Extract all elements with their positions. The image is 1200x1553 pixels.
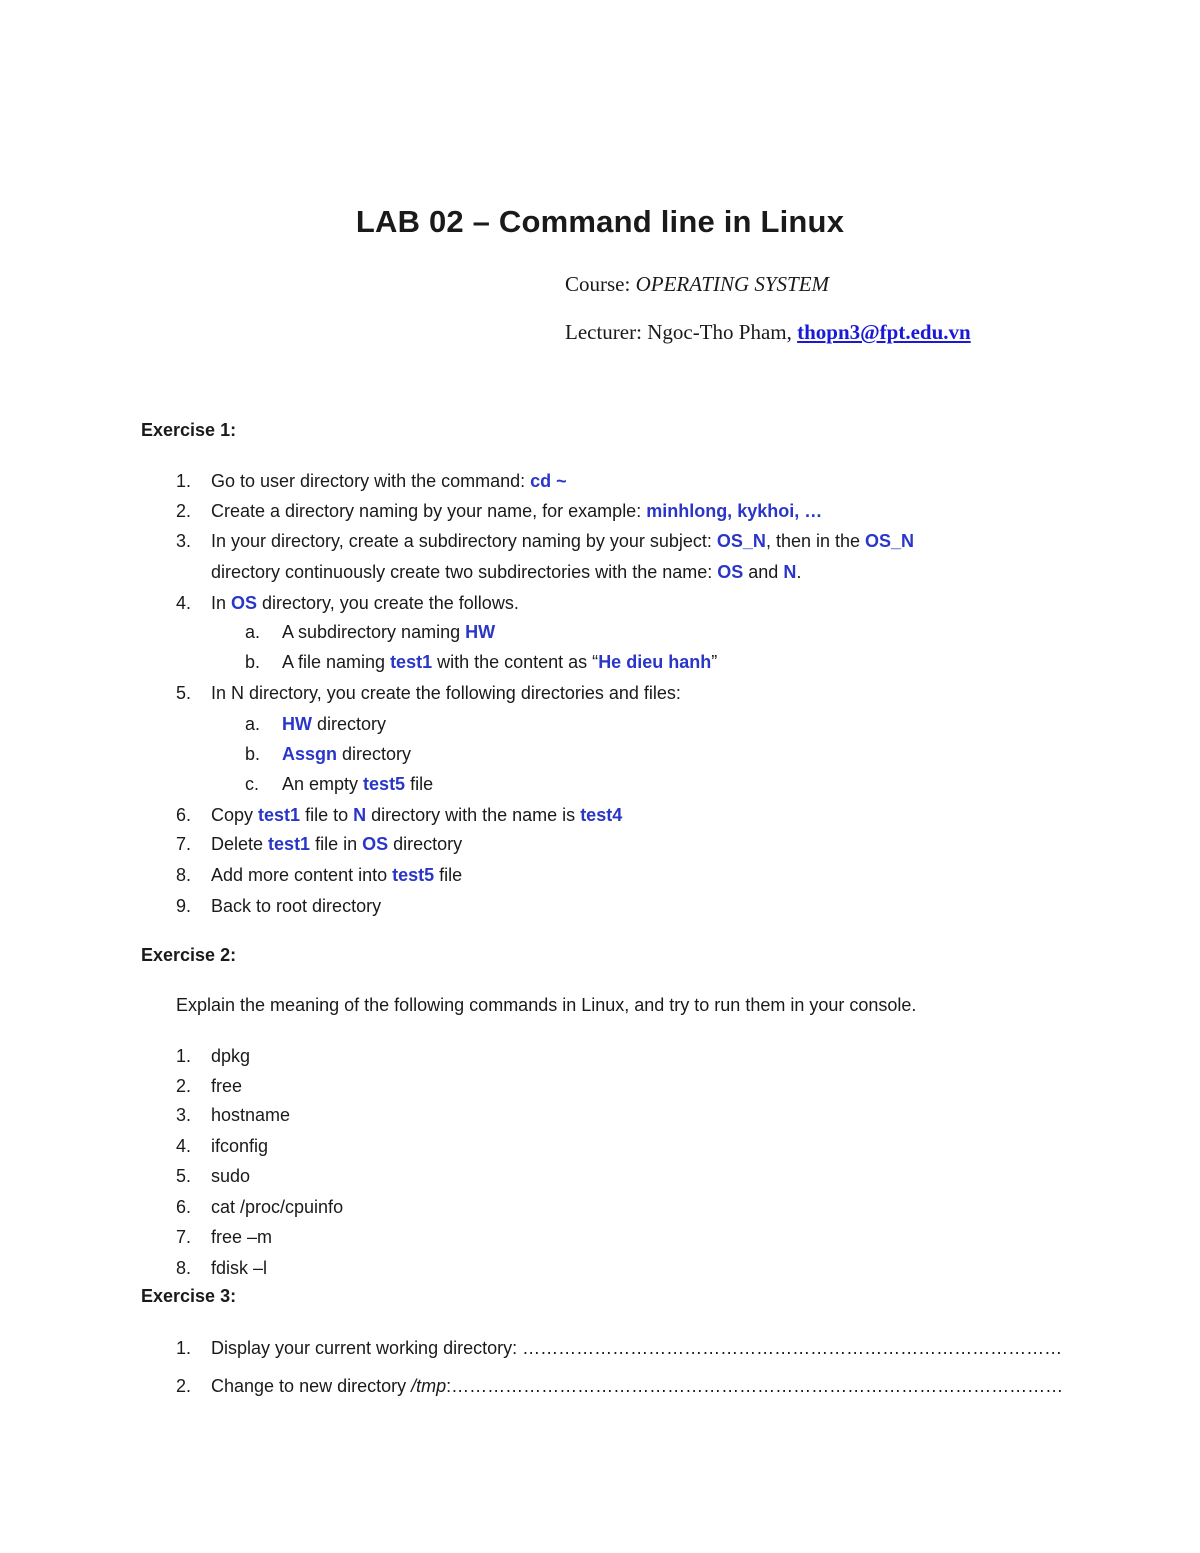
list-number: 7. bbox=[176, 1227, 192, 1247]
list-number: 2. bbox=[176, 1376, 192, 1396]
command-item: sudo bbox=[211, 1166, 251, 1186]
list-number: 6. bbox=[176, 1197, 192, 1217]
lecturer-label: Lecturer: bbox=[565, 320, 642, 344]
sub-list-item: Assgn directory bbox=[282, 744, 412, 764]
fill-in-item: Change to new directory /tmp:………………………………………………………………………………………… bbox=[211, 1376, 1064, 1396]
list-item: In your directory, create a subdirectory naming by your subject: OS_N, then in the OS_N bbox=[211, 531, 915, 551]
sub-list-letter: b. bbox=[245, 744, 261, 764]
list-number: 8. bbox=[176, 1258, 192, 1278]
command-item: dpkg bbox=[211, 1046, 251, 1066]
sub-list-letter: a. bbox=[245, 622, 261, 642]
sub-list-letter: c. bbox=[245, 774, 260, 794]
fill-in-item: Display your current working directory: ……………………………………………………………………………… bbox=[211, 1338, 1063, 1358]
list-item: Delete test1 file in OS directory bbox=[211, 834, 463, 854]
command-item: free bbox=[211, 1076, 243, 1096]
sub-list-item: A subdirectory naming HW bbox=[282, 622, 496, 642]
list-item: Back to root directory bbox=[211, 896, 382, 916]
lecturer-name: Ngoc-Tho Pham, bbox=[647, 320, 792, 344]
exercise-2-heading: Exercise 2: bbox=[141, 945, 237, 965]
course-line bbox=[565, 272, 829, 297]
list-item: Go to user directory with the command: cd ~ bbox=[211, 471, 567, 491]
lecturer-email-link[interactable]: thopn3@fpt.edu.vn bbox=[797, 320, 971, 344]
list-number: 1. bbox=[176, 1338, 192, 1358]
sub-list-letter: a. bbox=[245, 714, 261, 734]
list-item: Copy test1 file to N directory with the name is test4 bbox=[211, 805, 623, 825]
list-number: 5. bbox=[176, 1166, 192, 1186]
list-number: 4. bbox=[176, 1136, 192, 1156]
list-number: 1. bbox=[176, 471, 192, 491]
sub-list-letter: b. bbox=[245, 652, 261, 672]
list-number: 7. bbox=[176, 834, 192, 854]
exercise-1-heading: Exercise 1: bbox=[141, 420, 237, 440]
list-number: 6. bbox=[176, 805, 192, 825]
list-number: 5. bbox=[176, 683, 192, 703]
sub-list-item: An empty test5 file bbox=[282, 774, 434, 794]
list-number: 2. bbox=[176, 1076, 192, 1096]
command-item: ifconfig bbox=[211, 1136, 269, 1156]
list-number: 3. bbox=[176, 1105, 192, 1125]
list-number: 8. bbox=[176, 865, 192, 885]
list-item: Create a directory naming by your name, for example: minhlong, kykhoi, … bbox=[211, 501, 823, 521]
list-item: In N directory, you create the following directories and files: bbox=[211, 683, 681, 703]
list-item-continuation: directory continuously create two subdirectories with the name: OS and N. bbox=[211, 562, 802, 582]
command-item: hostname bbox=[211, 1105, 291, 1125]
sub-list-item: A file naming test1 with the content as “He dieu hanh” bbox=[282, 652, 718, 672]
course-value: OPERATING SYSTEM bbox=[635, 272, 830, 296]
lecturer-line bbox=[565, 320, 971, 345]
page-title: LAB 02 – Command line in Linux bbox=[355, 204, 845, 239]
list-number: 4. bbox=[176, 593, 192, 613]
command-item: free –m bbox=[211, 1227, 273, 1247]
exercise-3-heading: Exercise 3: bbox=[141, 1286, 237, 1306]
command-item: cat /proc/cpuinfo bbox=[211, 1197, 344, 1217]
command-item: fdisk –l bbox=[211, 1258, 268, 1278]
course-label: Course: bbox=[565, 272, 631, 296]
exercise-2-intro: Explain the meaning of the following commands in Linux, and try to run them in your console. bbox=[176, 995, 917, 1015]
answer-blank: ……………………………………………………………………………… bbox=[522, 1338, 1063, 1358]
list-item: In OS directory, you create the follows. bbox=[211, 593, 519, 613]
list-number: 3. bbox=[176, 531, 192, 551]
list-number: 9. bbox=[176, 896, 192, 916]
list-number: 2. bbox=[176, 501, 192, 521]
answer-blank: ………………………………………………………………………………………… bbox=[451, 1376, 1064, 1396]
sub-list-item: HW directory bbox=[282, 714, 387, 734]
list-number: 1. bbox=[176, 1046, 192, 1066]
list-item: Add more content into test5 file bbox=[211, 865, 463, 885]
